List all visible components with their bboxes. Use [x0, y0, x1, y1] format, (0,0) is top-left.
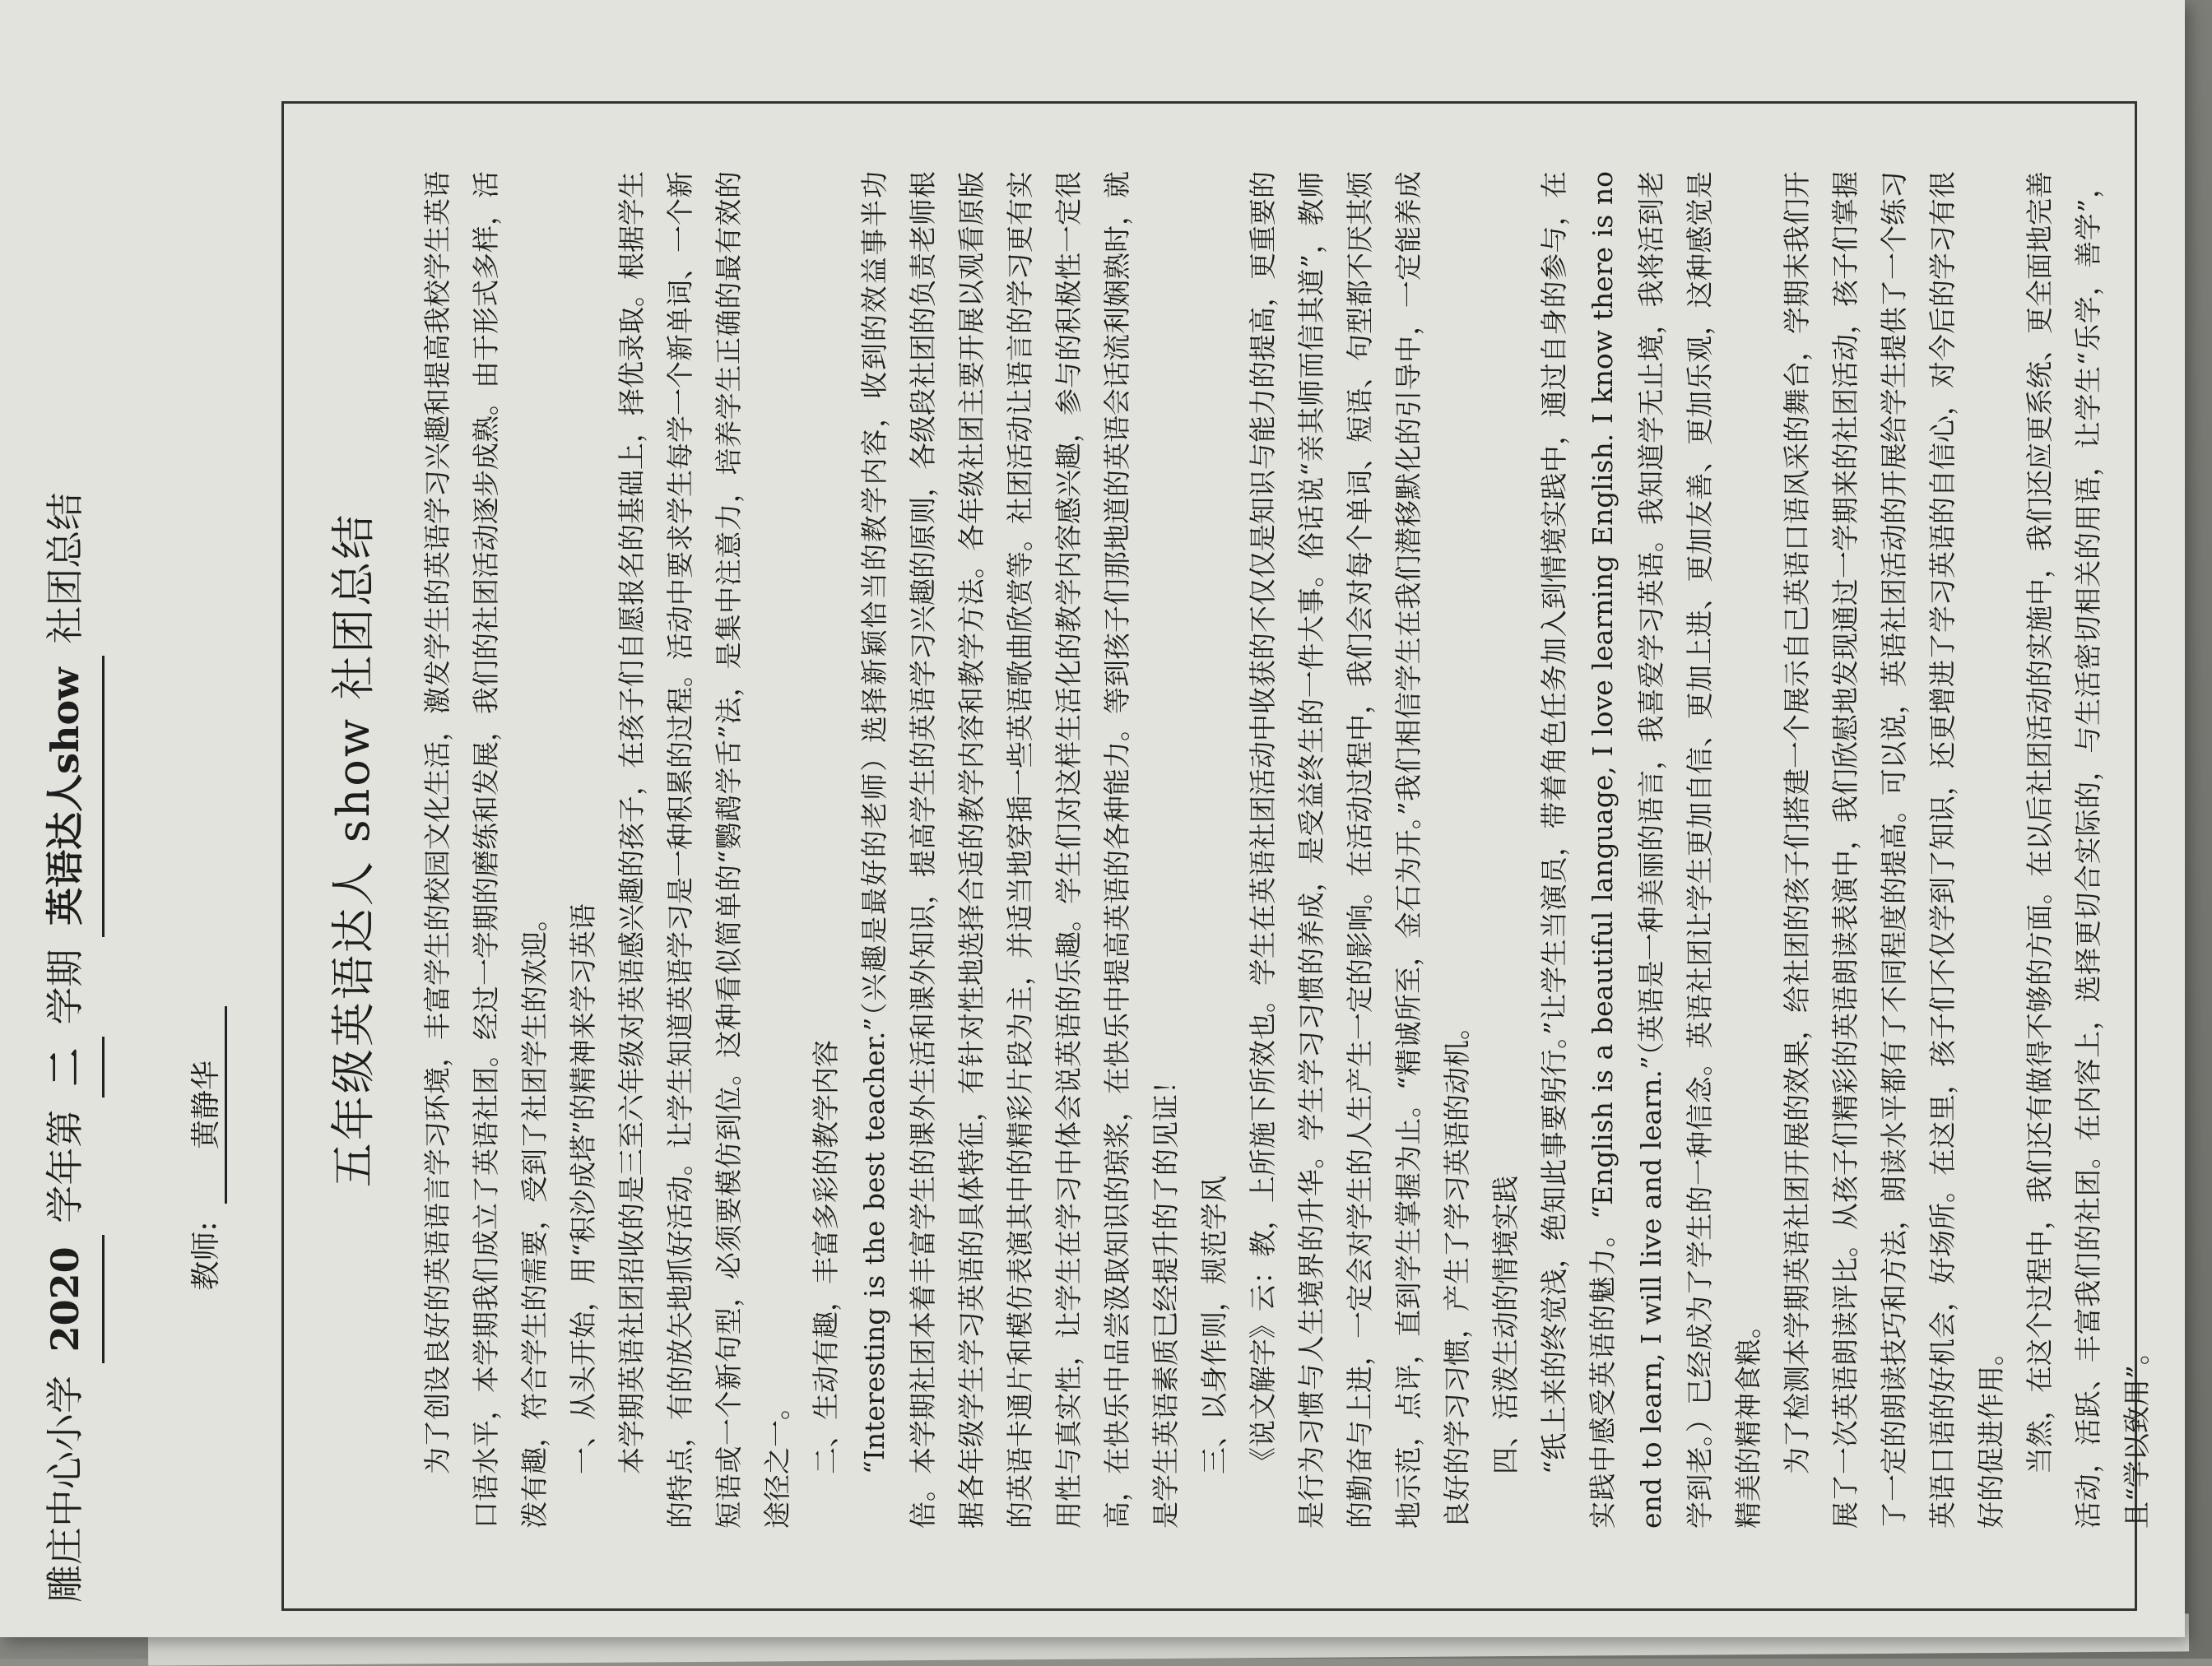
document-body [413, 171, 2161, 1529]
school-header [28, 89, 102, 1603]
term-number: 二 [28, 1037, 105, 1098]
rotated-page-content [10, 72, 2153, 1627]
paragraph-conclusion: 当然，在这个过程中，我们还有做得不够的方面。在以后社团活动的实施中，我们还应更系统、更全面地完善活动，活跃、丰富我们的社团。在内容上，选择更切合实际的，与生活密切相关的用语，让学生“乐学，善学”，且“学以致用”。 [2024, 171, 2153, 1529]
section-heading-4: 四、活泼生动的情境实践 [1489, 1176, 1522, 1474]
section-heading-1: 一、从头开始，用“积沙成塔”的精神来学习英语 [567, 903, 599, 1474]
term-label: 学期 [43, 949, 87, 1025]
club-name: 英语达人show [28, 656, 105, 937]
paragraph: 《说文解字》云：教，上所施下所效也。学生在英语社团活动中收获的不仅仅是知识与能力的提高，更重要的是行为习惯与人生境界的升华。学生学习习惯的养成，是受益终生的一件大事。俗话说“亲其师而信其道”，教师的勤奋与上进，一定会对学生的人生产生一定的影响。在活动过程中，我们会对每个单词、短语、句型都不厌其烦地示范，点评，直到学生掌握为止。“精诚所至，金石为开。”我们相信学生在我们潜移默化的引导中，一定能养成良好的学习习惯，产生了学习英语的动机。 [1247, 171, 1473, 1529]
teacher-label: 教师: [189, 1221, 223, 1291]
school-year: 2020 [28, 1235, 105, 1363]
header-suffix: 社团总结 [43, 492, 87, 644]
document-title: 五年级英语达人 show 社团总结 [328, 512, 379, 1188]
teacher-line [183, 72, 227, 1627]
section-heading-3: 三、以身作则，规范学风 [1198, 1176, 1230, 1474]
year-label: 学年第 [43, 1109, 87, 1223]
section-heading-2: 二、生动有趣，丰富多彩的教学内容 [810, 1040, 842, 1474]
paragraph: 为了检测本学期英语社团开展的效果，给社团的孩子们搭建一个展示自己英语口语风采的舞台，学期末我们开展了一次英语朗读评比。从孩子们精彩的英语朗读表演中，我们欣慰地发现通过一学期来的社团活动，孩子们掌握了一定的朗读技巧和方法，朗读水平都有了不同程度的提高。可以说，英语社团活动的开展给学生提供了一个练习英语口语的好机会，好场所。在这里，孩子们不仅学到了知识，还更增进了学习英语的自信心，对今后的学习有很好的促进作用。 [1781, 171, 2007, 1529]
paragraph: “Interesting is the best teacher.”（兴趣是最好的老师）选择新颖恰当的教学内容，收到的效益事半功倍。本学期社团本着丰富学生的课外生活和课外知识，提高学生的英语学习兴趣的原则，各级段社团的负责老师根据各年级学生学习英语的具体特征，有针对性地选择合适的教学内容和教学方法。各年级社团主要开展以观看原版的英语卡通片和模仿表演其中的精彩片段为主，并适当地穿插一些英语歌曲欣赏等。社团活动让语言的学习更有实用性与真实性，让学生在学习中体会说英语的乐趣。学生们对这样生活化的教学内容感兴趣，参与的积极性一定很高，在快乐中品尝汲取知识的琼浆，在快乐中提高英语的各种能力。等到孩子们那地道的英语会话流利娴熟时，就是学生英语素质已经提升的了的见证！ [858, 171, 1182, 1529]
school-name: 雕庄中心小学 [43, 1376, 87, 1603]
paragraph: “纸上来的终觉浅，绝知此事要躬行。”让学生当演员，带着角色任务加入到情境实践中，通过自身的参与，在实践中感受英语的魅力。“English is a beautiful language, I love learning English. I know there is no end to learn, I will live and learn.”（英语是一种美丽的语言，我喜爱学习英语。我知道学无止境，我将活到老学到老。）已经成为了学生的一种信念。英语社团让学生更加自信、更加上进、更加友善、更加乐观，这种感觉是精美的精神食粮。 [1538, 171, 1764, 1529]
teacher-name: 黄静华 [183, 1006, 227, 1204]
paragraph: 本学期英语社团招收的是三至六年级对英语感兴趣的孩子，在孩子们自愿报名的基础上，择优录取。根据学生的特点，有的放矢地抓好活动。让学生知道英语学习是一种积累的过程。活动中要求学生每学一个新单词、一个新短语或一个新句型，必须要模仿到位。这种看似简单的“鹦鹉学舌”法，是集中注意力，培养学生正确的最有效的途径之一。 [616, 171, 793, 1529]
paragraph-intro: 为了创设良好的英语语言学习环境，丰富学生的校园文化生活，激发学生的英语学习兴趣和提高我校学生英语口语水平，本学期我们成立了英语社团。经过一学期的磨练和发展，我们的社团活动逐步成熟。由于形式多样，活泼有趣，符合学生的需要，受到了社团学生的欢迎。 [421, 171, 551, 1529]
